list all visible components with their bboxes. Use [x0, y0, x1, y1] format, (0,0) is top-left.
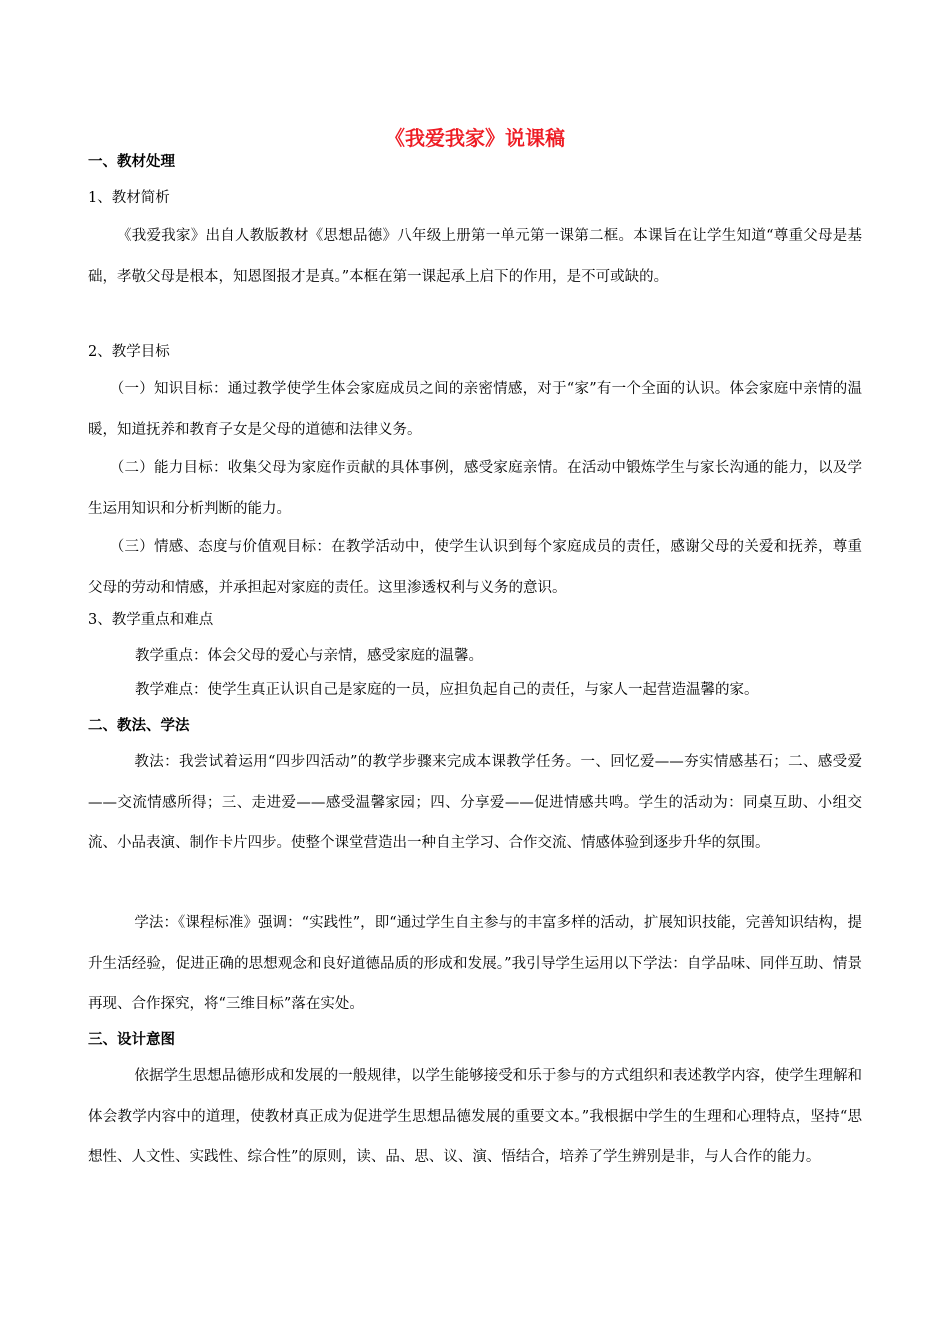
paragraph-teaching-method: 教法：我尝试着运用“四步四活动”的教学步骤来完成本课教学任务。一、回忆爱——夯实情感基石；二、感受爱——交流情感所得；三、走进爱——感受温馨家园；四、分享爱——促进情感共鸣。学生的活动为：同桌互助、小组交流、小品表演、制作卡片四步。使整个课堂营造出一种自主学习、合作交流、情感体验到逐步升华的氛围。 [88, 754, 862, 851]
section-heading-materials: 一、教材处理 [88, 154, 175, 170]
subheading-teaching-goals: 2、教学目标 [88, 344, 170, 360]
paragraph-emotion-goal: （三）情感、态度与价值观目标：在教学活动中，使学生认识到每个家庭成员的责任，感谢父母的关爱和抚养，尊重父母的劳动和情感，并承担起对家庭的责任。这里渗透权利与义务的意识。 [88, 539, 862, 596]
paragraph-ability-goal: （二）能力目标：收集父母为家庭作贡献的具体事例，感受家庭亲情。在活动中锻炼学生与家长沟通的能力，以及学生运用知识和分析判断的能力。 [88, 460, 862, 517]
subheading-material-analysis: 1、教材简析 [88, 190, 170, 206]
text-key-point: 教学重点：体会父母的爱心与亲情，感受家庭的温馨。 [135, 648, 483, 664]
document-title: 《我爱我家》说课稿 [385, 126, 565, 150]
subheading-key-difficult-points: 3、教学重点和难点 [88, 612, 214, 628]
paragraph-learning-method: 学法：《课程标准》强调：“实践性”，即“通过学生自主参与的丰富多样的活动，扩展知识技能，完善知识结构，提升生活经验，促进正确的思想观念和良好道德品质的形成和发展。”我引导学生运用以下学法：自学品味、同伴互助、情景再现、合作探究，将“三维目标”落在实处。 [88, 915, 862, 1012]
paragraph-knowledge-goal: （一）知识目标：通过教学使学生体会家庭成员之间的亲密情感，对于“家”有一个全面的认识。体会家庭中亲情的温暖，知道抚养和教育子女是父母的道德和法律义务。 [88, 381, 862, 438]
section-heading-methods: 二、教法、学法 [88, 718, 190, 734]
paragraph-material-analysis: 《我爱我家》出自人教版教材《思想品德》八年级上册第一单元第一课第二框。本课旨在让学生知道“尊重父母是基础，孝敬父母是根本，知恩图报才是真。”本框在第一课起承上启下的作用，是不可或缺的。 [88, 228, 862, 285]
text-difficult-point: 教学难点：使学生真正认识自己是家庭的一员，应担负起自己的责任，与家人一起营造温馨的家。 [135, 682, 759, 698]
section-heading-design-intent: 三、设计意图 [88, 1032, 175, 1048]
paragraph-design-intent: 依据学生思想品德形成和发展的一般规律，以学生能够接受和乐于参与的方式组织和表述教学内容，使学生理解和体会教学内容中的道理，使教材真正成为促进学生思想品德发展的重要文本。”我根据中学生的生理和心理特点，坚持“思想性、人文性、实践性、综合性”的原则，读、品、思、议、演、悟结合，培养了学生辨别是非，与人合作的能力。 [88, 1068, 862, 1165]
